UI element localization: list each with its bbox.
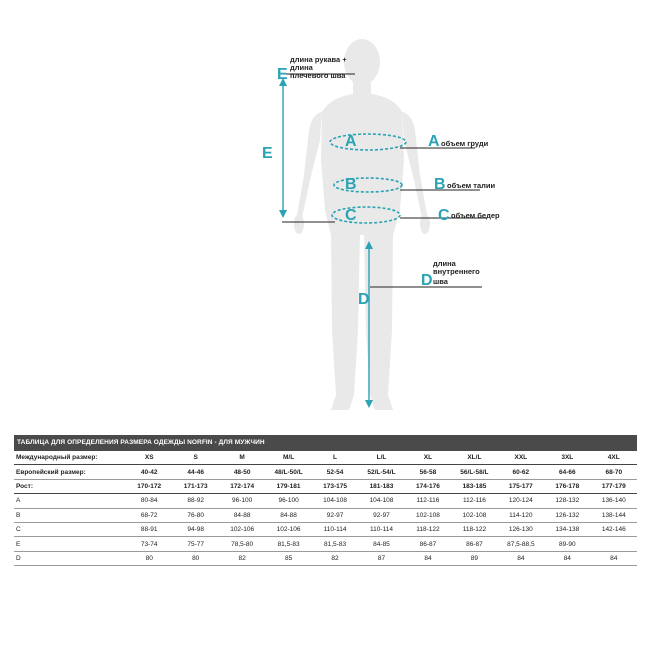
table-cell: 87,5-88,5 xyxy=(498,537,544,551)
table-cell: 73-74 xyxy=(126,537,172,551)
table-row xyxy=(14,551,637,565)
sleeve-label-line-2: длина xyxy=(290,63,313,72)
table-cell: 126-130 xyxy=(498,522,544,536)
waist-label: объем талии xyxy=(447,181,496,190)
table-cell: 110-114 xyxy=(312,522,358,536)
size-table xyxy=(14,435,637,566)
row-label: Европейский размер: xyxy=(14,465,126,479)
table-cell: 174-176 xyxy=(405,479,451,493)
table-cell: 179-181 xyxy=(265,479,311,493)
table-cell: 84-88 xyxy=(219,508,265,522)
table-cell: 84-88 xyxy=(265,508,311,522)
table-cell: 84-85 xyxy=(358,537,404,551)
hip-label: объем бедер xyxy=(451,211,500,220)
table-cell: 40-42 xyxy=(126,465,172,479)
table-cell: 78,5-80 xyxy=(219,537,265,551)
table-cell: 88-91 xyxy=(126,522,172,536)
table-cell: 181-183 xyxy=(358,479,404,493)
table-cell: 96-100 xyxy=(265,494,311,508)
inseam-label-line-2: внутреннего xyxy=(433,267,480,276)
table-cell: 170-172 xyxy=(126,479,172,493)
table-cell: 80 xyxy=(172,551,218,565)
table-cell: 112-116 xyxy=(405,494,451,508)
row-label: Международный размер: xyxy=(14,451,126,465)
table-cell: 104-108 xyxy=(358,494,404,508)
waist-ring-letter: B xyxy=(345,176,357,193)
table-cell: 84 xyxy=(498,551,544,565)
inseam-letter: D xyxy=(421,272,433,289)
row-label: C xyxy=(14,522,126,536)
hip-letter: C xyxy=(438,207,450,224)
table-row xyxy=(14,537,637,551)
table-cell: 118-122 xyxy=(405,522,451,536)
table-cell: 118-122 xyxy=(451,522,497,536)
table-cell: 102-106 xyxy=(265,522,311,536)
table-cell: 126-132 xyxy=(544,508,590,522)
table-cell: XL xyxy=(405,451,451,465)
table-cell: 102-108 xyxy=(405,508,451,522)
body-silhouette xyxy=(294,39,430,410)
sleeve-arrow-letter: E xyxy=(262,145,273,162)
table-cell xyxy=(591,537,637,551)
table-cell: 68-70 xyxy=(591,465,637,479)
table-cell: 138-144 xyxy=(591,508,637,522)
table-cell: 88-92 xyxy=(172,494,218,508)
inseam-label-line-1: длина xyxy=(433,259,456,268)
table-cell: 44-46 xyxy=(172,465,218,479)
table-cell: 110-114 xyxy=(358,522,404,536)
table-cell: 48/L-50/L xyxy=(265,465,311,479)
table-cell: 84 xyxy=(544,551,590,565)
table-cell: 175-177 xyxy=(498,479,544,493)
chest-ring-letter: A xyxy=(345,133,357,150)
row-label: D xyxy=(14,551,126,565)
table-cell: 172-174 xyxy=(219,479,265,493)
sleeve-label-line-3: плечевого шва xyxy=(290,71,346,80)
table-cell: 52/L-54/L xyxy=(358,465,404,479)
table-row xyxy=(14,522,637,536)
table-cell: 75-77 xyxy=(172,537,218,551)
table-cell: 104-108 xyxy=(312,494,358,508)
row-label: E xyxy=(14,537,126,551)
table-cell: 134-138 xyxy=(544,522,590,536)
table-cell: 92-97 xyxy=(312,508,358,522)
table-cell: 68-72 xyxy=(126,508,172,522)
sleeve-label-line-1: длина рукава + xyxy=(290,55,347,64)
table-cell: 86-87 xyxy=(451,537,497,551)
table-cell: 56/L-58/L xyxy=(451,465,497,479)
table-cell: M/L xyxy=(265,451,311,465)
table-cell: 82 xyxy=(219,551,265,565)
waist-letter: B xyxy=(434,176,446,193)
table-cell: 112-116 xyxy=(451,494,497,508)
table-cell: L xyxy=(312,451,358,465)
table-cell: 94-98 xyxy=(172,522,218,536)
table-cell: 85 xyxy=(265,551,311,565)
table-cell: 171-173 xyxy=(172,479,218,493)
table-cell: 64-66 xyxy=(544,465,590,479)
chest-letter: A xyxy=(428,133,440,150)
inseam-arrow-letter: D xyxy=(358,291,370,308)
table-cell: 87 xyxy=(358,551,404,565)
table-cell: 80 xyxy=(126,551,172,565)
sleeve-letter-top: E xyxy=(277,66,288,83)
row-label: B xyxy=(14,508,126,522)
table-cell: 81,5-83 xyxy=(265,537,311,551)
size-table-title: ТАБЛИЦА ДЛЯ ОПРЕДЕЛЕНИЯ РАЗМЕРА ОДЕЖДЫ NORFIN - ДЛЯ МУЖЧИН xyxy=(14,435,637,451)
table-cell: 102-108 xyxy=(451,508,497,522)
table-cell: 173-175 xyxy=(312,479,358,493)
table-row xyxy=(14,508,637,522)
table-cell: 128-132 xyxy=(544,494,590,508)
chest-label: объем груди xyxy=(441,139,489,148)
table-cell: 84 xyxy=(591,551,637,565)
table-cell: 84 xyxy=(405,551,451,565)
hip-ring-letter: C xyxy=(345,207,357,224)
inseam-label-line-3: шва xyxy=(433,277,448,286)
row-label: A xyxy=(14,494,126,508)
table-cell: 102-106 xyxy=(219,522,265,536)
table-cell: XL/L xyxy=(451,451,497,465)
table-cell: 86-87 xyxy=(405,537,451,551)
table-cell: 52-54 xyxy=(312,465,358,479)
table-cell: 177-179 xyxy=(591,479,637,493)
table-cell: 48-50 xyxy=(219,465,265,479)
table-cell: 114-120 xyxy=(498,508,544,522)
table-cell: S xyxy=(172,451,218,465)
table-row xyxy=(14,494,637,508)
table-cell: 183-185 xyxy=(451,479,497,493)
table-cell: 92-97 xyxy=(358,508,404,522)
table-cell: XS xyxy=(126,451,172,465)
table-cell: 3XL xyxy=(544,451,590,465)
table-cell: 80-84 xyxy=(126,494,172,508)
sleeve-length-arrow xyxy=(279,78,287,218)
table-cell: 120-124 xyxy=(498,494,544,508)
table-cell: 176-178 xyxy=(544,479,590,493)
table-cell: XXL xyxy=(498,451,544,465)
table-row xyxy=(14,465,637,479)
table-cell: 4XL xyxy=(591,451,637,465)
table-cell: 76-80 xyxy=(172,508,218,522)
table-cell: M xyxy=(219,451,265,465)
table-cell: 56-58 xyxy=(405,465,451,479)
table-cell: L/L xyxy=(358,451,404,465)
table-cell: 136-140 xyxy=(591,494,637,508)
size-grid xyxy=(14,451,637,566)
table-row xyxy=(14,451,637,465)
row-label: Рост: xyxy=(14,479,126,493)
table-cell: 82 xyxy=(312,551,358,565)
table-row xyxy=(14,479,637,493)
table-cell: 89-90 xyxy=(544,537,590,551)
table-cell: 89 xyxy=(451,551,497,565)
table-cell: 60-62 xyxy=(498,465,544,479)
table-cell: 142-146 xyxy=(591,522,637,536)
table-cell: 96-100 xyxy=(219,494,265,508)
table-cell: 81,5-83 xyxy=(312,537,358,551)
